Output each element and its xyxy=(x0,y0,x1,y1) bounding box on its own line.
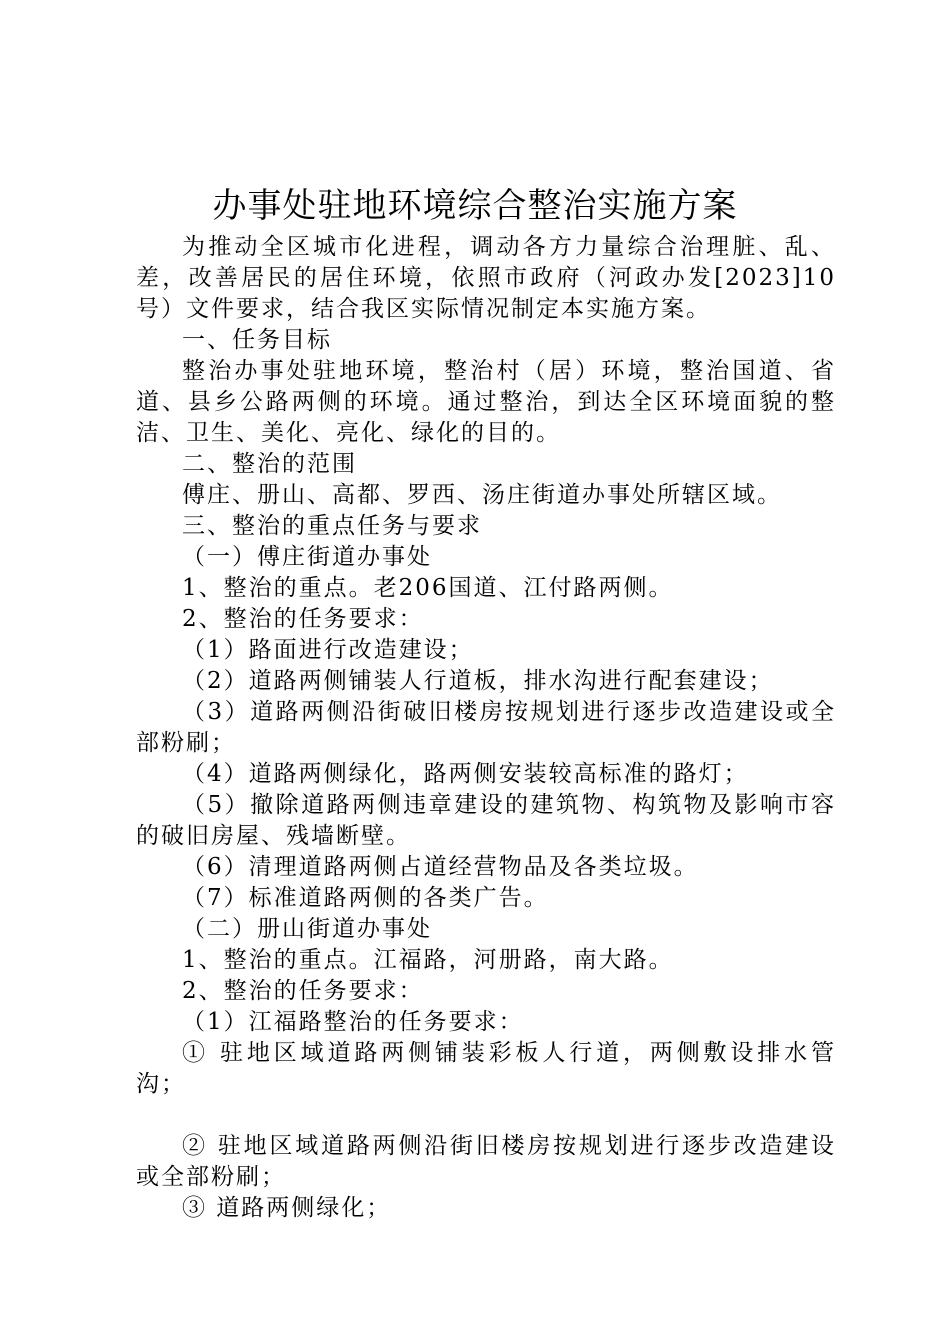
heading-scope: 二、整治的范围 xyxy=(182,451,357,477)
list-item: ① 驻地区域道路两侧铺装彩板人行道，两侧敷设排水管沟； xyxy=(136,1040,836,1097)
paragraph-scope: 傅庄、册山、高都、罗西、汤庄街道办事处所辖区域。 xyxy=(182,482,782,508)
heading-task-goal: 一、任务目标 xyxy=(182,327,332,353)
list-item: （7）标准道路两侧的各类广告。 xyxy=(182,885,549,911)
list-item: 2、整治的任务要求： xyxy=(182,978,424,1004)
list-item: ② 驻地区域道路两侧沿街旧楼房按规划进行逐步改造建设或全部粉刷； xyxy=(136,1133,836,1190)
document-title: 办事处驻地环境综合整治实施方案 xyxy=(212,186,738,226)
list-item: （1）江福路整治的任务要求： xyxy=(182,1009,524,1035)
list-item: （1）路面进行改造建设； xyxy=(182,637,474,663)
list-item: （3）道路两侧沿街破旧楼房按规划进行逐步改造建设或全部粉刷； xyxy=(136,699,836,756)
list-item: （2）道路两侧铺装人行道板，排水沟进行配套建设； xyxy=(182,668,774,694)
list-item: （6）清理道路两侧占道经营物品及各类垃圾。 xyxy=(182,854,699,880)
list-item: 2、整治的任务要求： xyxy=(182,606,424,632)
heading-key-tasks: 三、整治的重点任务与要求 xyxy=(182,513,482,539)
paragraph-intro: 为推动全区城市化进程，调动各方力量综合治理脏、乱、差，改善居民的居住环境，依照市政府（河政办发[2023]10号）文件要求，结合我区实际情况制定本实施方案。 xyxy=(136,234,836,322)
subheading-fuzhuang: （一）傅庄街道办事处 xyxy=(182,544,432,570)
list-item: （4）道路两侧绿化，路两侧安装较高标准的路灯； xyxy=(182,761,749,787)
subheading-ceshan: （二）册山街道办事处 xyxy=(182,916,432,942)
list-item: （5）撤除道路两侧违章建设的建筑物、构筑物及影响市容的破旧房屋、残墙断壁。 xyxy=(136,792,836,849)
document-body xyxy=(136,232,836,1224)
paragraph-task-goal: 整治办事处驻地环境，整治村（居）环境，整治国道、省道、县乡公路两侧的环境。通过整治，到达全区环境面貌的整洁、卫生、美化、亮化、绿化的目的。 xyxy=(136,358,836,446)
list-item: 1、整治的重点。老206国道、江付路两侧。 xyxy=(182,575,674,601)
list-item: ③ 道路两侧绿化； xyxy=(182,1195,392,1221)
list-item: 1、整治的重点。江福路，河册路，南大路。 xyxy=(182,947,674,973)
